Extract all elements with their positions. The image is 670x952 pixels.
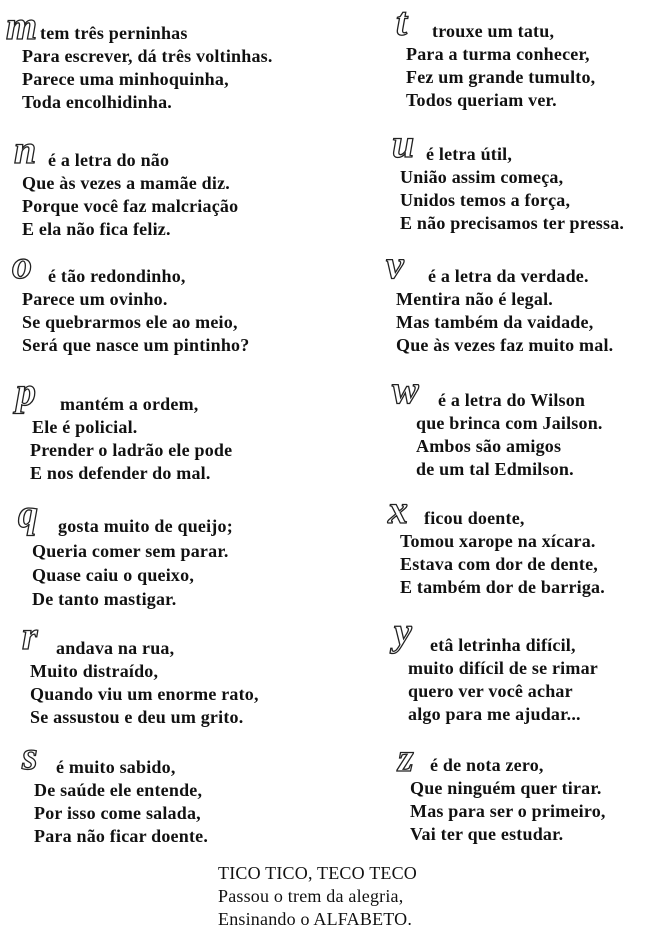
- stanza-line: Que às vezes faz muito mal.: [396, 335, 614, 355]
- stanza-line: E também dor de barriga.: [400, 577, 605, 597]
- stanza-line: Vai ter que estudar.: [410, 824, 564, 844]
- letter-r-glyph: r: [22, 613, 38, 658]
- stanza-line: ficou doente,: [424, 508, 525, 528]
- stanza-line: E não precisamos ter pressa.: [400, 213, 625, 233]
- stanza-line: algo para me ajudar...: [408, 704, 581, 724]
- stanza-line: Fez um grande tumulto,: [406, 67, 596, 87]
- stanza-line: União assim começa,: [400, 167, 564, 187]
- stanza-line: que brinca com Jailson.: [416, 413, 603, 433]
- stanza-line: mantém a ordem,: [60, 394, 199, 414]
- stanza-line: Por isso come salada,: [34, 803, 201, 823]
- stanza-line: Para escrever, dá três voltinhas.: [22, 46, 273, 66]
- stanza-line: Mas para ser o primeiro,: [410, 801, 606, 821]
- letter-t-glyph: t: [396, 0, 408, 44]
- stanza-line: Tomou xarope na xícara.: [400, 531, 596, 551]
- stanza-line: trouxe um tatu,: [432, 21, 555, 41]
- letter-w-glyph: w: [392, 367, 419, 412]
- stanza-line: é letra útil,: [426, 144, 513, 164]
- stanza-line: Parece uma minhoquinha,: [22, 69, 229, 89]
- stanza-line: Prender o ladrão ele pode: [30, 440, 233, 460]
- stanza-line: Toda encolhidinha.: [22, 92, 172, 112]
- stanza-line: quero ver você achar: [408, 681, 573, 701]
- stanza-line: andava na rua,: [56, 638, 175, 658]
- stanza-line: Ele é policial.: [32, 417, 138, 437]
- letter-v-glyph: v: [386, 242, 404, 287]
- stanza-line: é a letra da verdade.: [428, 266, 589, 286]
- letter-q-glyph: q: [18, 491, 38, 536]
- stanza-line: Que às vezes a mamãe diz.: [22, 173, 230, 193]
- stanza-line: Queria comer sem parar.: [32, 541, 229, 561]
- stanza-line: é tão redondinho,: [48, 266, 186, 286]
- letter-m-glyph: m: [6, 3, 38, 48]
- stanza-line: E ela não fica feliz.: [22, 219, 171, 239]
- stanza-line: Porque você faz malcriação: [22, 196, 239, 216]
- letter-n-glyph: n: [14, 127, 37, 172]
- letter-s-glyph: s: [22, 733, 38, 778]
- stanza-line: Para não ficar doente.: [34, 826, 209, 846]
- stanza-line: Todos queriam ver.: [406, 90, 557, 110]
- stanza-line: De saúde ele entende,: [34, 780, 203, 800]
- closing-line: Ensinando o ALFABETO.: [218, 909, 413, 929]
- letter-u-glyph: u: [392, 121, 415, 166]
- stanza-line: Quando viu um enorme rato,: [30, 684, 259, 704]
- stanza-line: Estava com dor de dente,: [400, 554, 598, 574]
- closing-line: TICO TICO, TECO TECO: [218, 863, 418, 883]
- stanza-line: é de nota zero,: [430, 755, 544, 775]
- stanza-line: é muito sabido,: [56, 757, 176, 777]
- letter-o-glyph: o: [12, 242, 32, 287]
- stanza-line: muito difícil de se rimar: [408, 658, 598, 678]
- stanza-line: é a letra do não: [48, 150, 170, 170]
- closing-line: Passou o trem da alegria,: [218, 886, 404, 906]
- stanza-line: Parece um ovinho.: [22, 289, 168, 309]
- stanza-line: Unidos temos a força,: [400, 190, 571, 210]
- stanza-line: Que ninguém quer tirar.: [410, 778, 602, 798]
- stanza-line: Se quebrarmos ele ao meio,: [22, 312, 238, 332]
- stanza-line: de um tal Edmilson.: [416, 459, 574, 479]
- stanza-line: Muito distraído,: [30, 661, 159, 681]
- stanza-line: Quase caiu o queixo,: [32, 565, 195, 585]
- letter-x-glyph: x: [388, 487, 408, 532]
- stanza-line: é a letra do Wilson: [438, 390, 586, 410]
- stanza-line: etâ letrinha difícil,: [430, 635, 576, 655]
- stanza-line: Mas também da vaidade,: [396, 312, 594, 332]
- stanza-line: Ambos são amigos: [416, 436, 562, 456]
- stanza-line: tem três perninhas: [40, 23, 188, 43]
- stanza-line: De tanto mastigar.: [32, 589, 177, 609]
- stanza-line: Para a turma conhecer,: [406, 44, 590, 64]
- stanza-line: gosta muito de queijo;: [58, 516, 233, 536]
- letter-z-glyph: z: [398, 735, 414, 780]
- stanza-line: Mentira não é legal.: [396, 289, 553, 309]
- letter-p-glyph: p: [16, 369, 36, 414]
- letter-y-glyph: y: [394, 609, 412, 654]
- stanza-line: Se assustou e deu um grito.: [30, 707, 244, 727]
- stanza-line: Será que nasce um pintinho?: [22, 335, 250, 355]
- stanza-line: E nos defender do mal.: [30, 463, 211, 483]
